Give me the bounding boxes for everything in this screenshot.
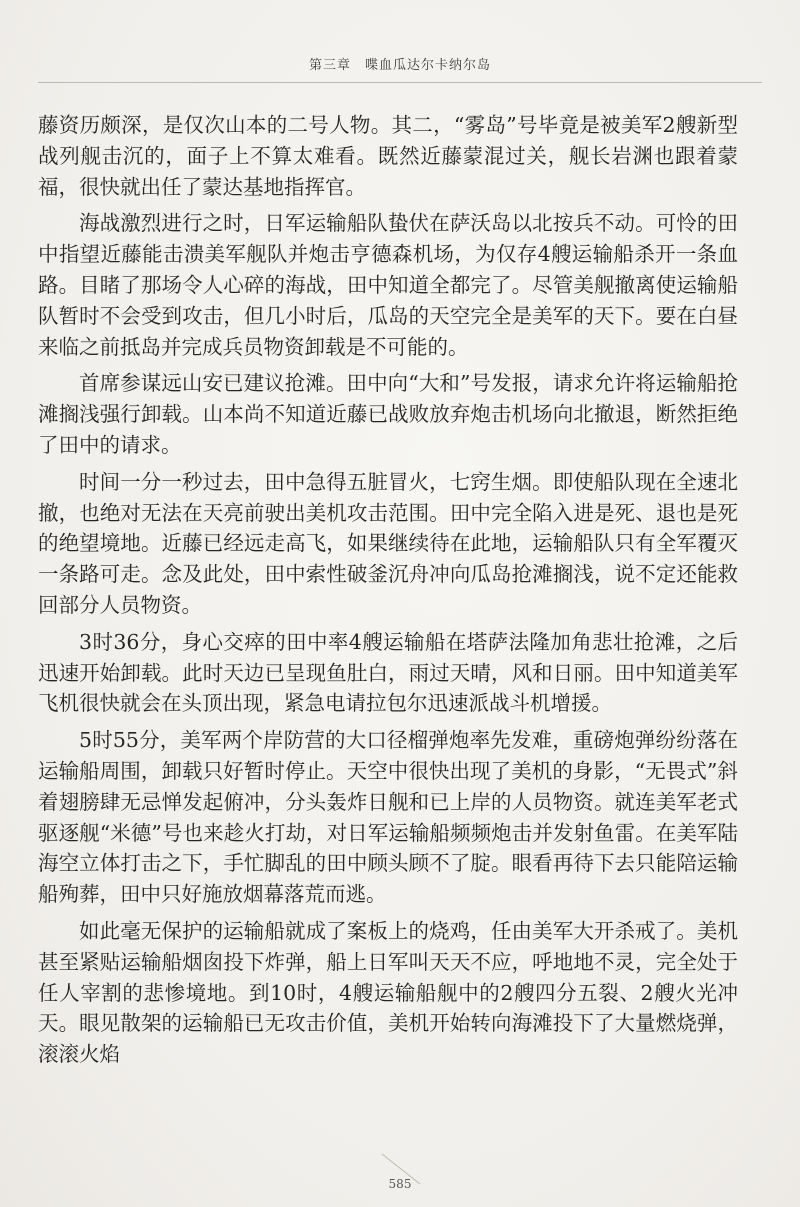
- paragraph-3: 首席参谋远山安已建议抢滩。田中向“大和”号发报，请求允许将运输船抢滩搁浅强行卸载。山本尚不知道近藤已战败放弃炮击机场向北撤退，断然拒绝了田中的请求。: [38, 371, 738, 457]
- header-divider: [38, 82, 762, 83]
- running-header: 第三章 喋血瓜达尔卡纳尔岛: [308, 58, 491, 73]
- paragraph-6: 5时55分，美军两个岸防营的大口径榴弹炮率先发难，重磅炮弹纷纷落在运输船周围，卸载只好暂时停止。天空中很快出现了美机的身影，“无畏式”斜着翅膀肆无忌惮发起俯冲，分头轰炸日舰和已上岸的人员物资。就连美军老式驱逐舰“米德”号也来趁火打劫，对日军运输船频频炮击并发射鱼雷。在美军陆海空立体打击之下，手忙脚乱的田中顾头顾不了腚。眼看再待下去只能陪运输船殉葬，田中只好施放烟幕落荒而逃。: [38, 728, 738, 907]
- paragraph-5: 3时36分，身心交瘁的田中率4艘运输船在塔萨法隆加角悲壮抢滩，之后迅速开始卸载。此时天边已呈现鱼肚白，雨过天晴，风和日丽。田中知道美军飞机很快就会在头顶出现，紧急电请拉包尔迅速派战斗机增援。: [38, 629, 738, 716]
- body-text: [38, 110, 738, 1076]
- page-number: 585: [388, 1177, 412, 1191]
- paragraph-4: 时间一分一秒过去，田中急得五脏冒火，七窍生烟。即使船队现在全速北撤，也绝对无法在天亮前驶出美机攻击范围。田中完全陷入进是死、退也是死的绝望境地。近藤已经远走高飞，如果继续待在此地，运输船队只有全军覆灭一条路可走。念及此处，田中索性破釜沉舟冲向瓜岛抢滩搁浅，说不定还能救回部分人员物资。: [38, 469, 738, 617]
- paragraph-1: 藤资历颇深，是仅次山本的二号人物。其二，“雾岛”号毕竟是被美军2艘新型战列舰击沉的，面子上不算太难看。既然近藤蒙混过关，舰长岩渊也跟着蒙福，很快就出任了蒙达基地指挥官。: [38, 113, 738, 199]
- paragraph-7: 如此毫无保护的运输船就成了案板上的烧鸡，任由美军大开杀戒了。美机甚至紧贴运输船烟囱投下炸弹，船上日军叫天天不应，呼地地不灵，完全处于任人宰割的悲惨境地。到10时，4艘运输船舰中的2艘四分五裂、2艘火光冲天。眼见散架的运输船已无攻击价值，美机开始转向海滩投下了大量燃烧弹，滚滚火焰: [38, 918, 738, 1067]
- paragraph-2: 海战激烈进行之时，日军运输船队蛰伏在萨沃岛以北按兵不动。可怜的田中指望近藤能击溃美军舰队并炮击亨德森机场，为仅存4艘运输船杀开一条血路。目睹了那场令人心碎的海战，田中知道全都完了。尽管美舰撤离使运输船队暂时不会受到攻击，但几小时后，瓜岛的天空完全是美军的天下。要在白昼来临之前抵岛并完成兵员物资卸载是不可能的。: [38, 211, 738, 359]
